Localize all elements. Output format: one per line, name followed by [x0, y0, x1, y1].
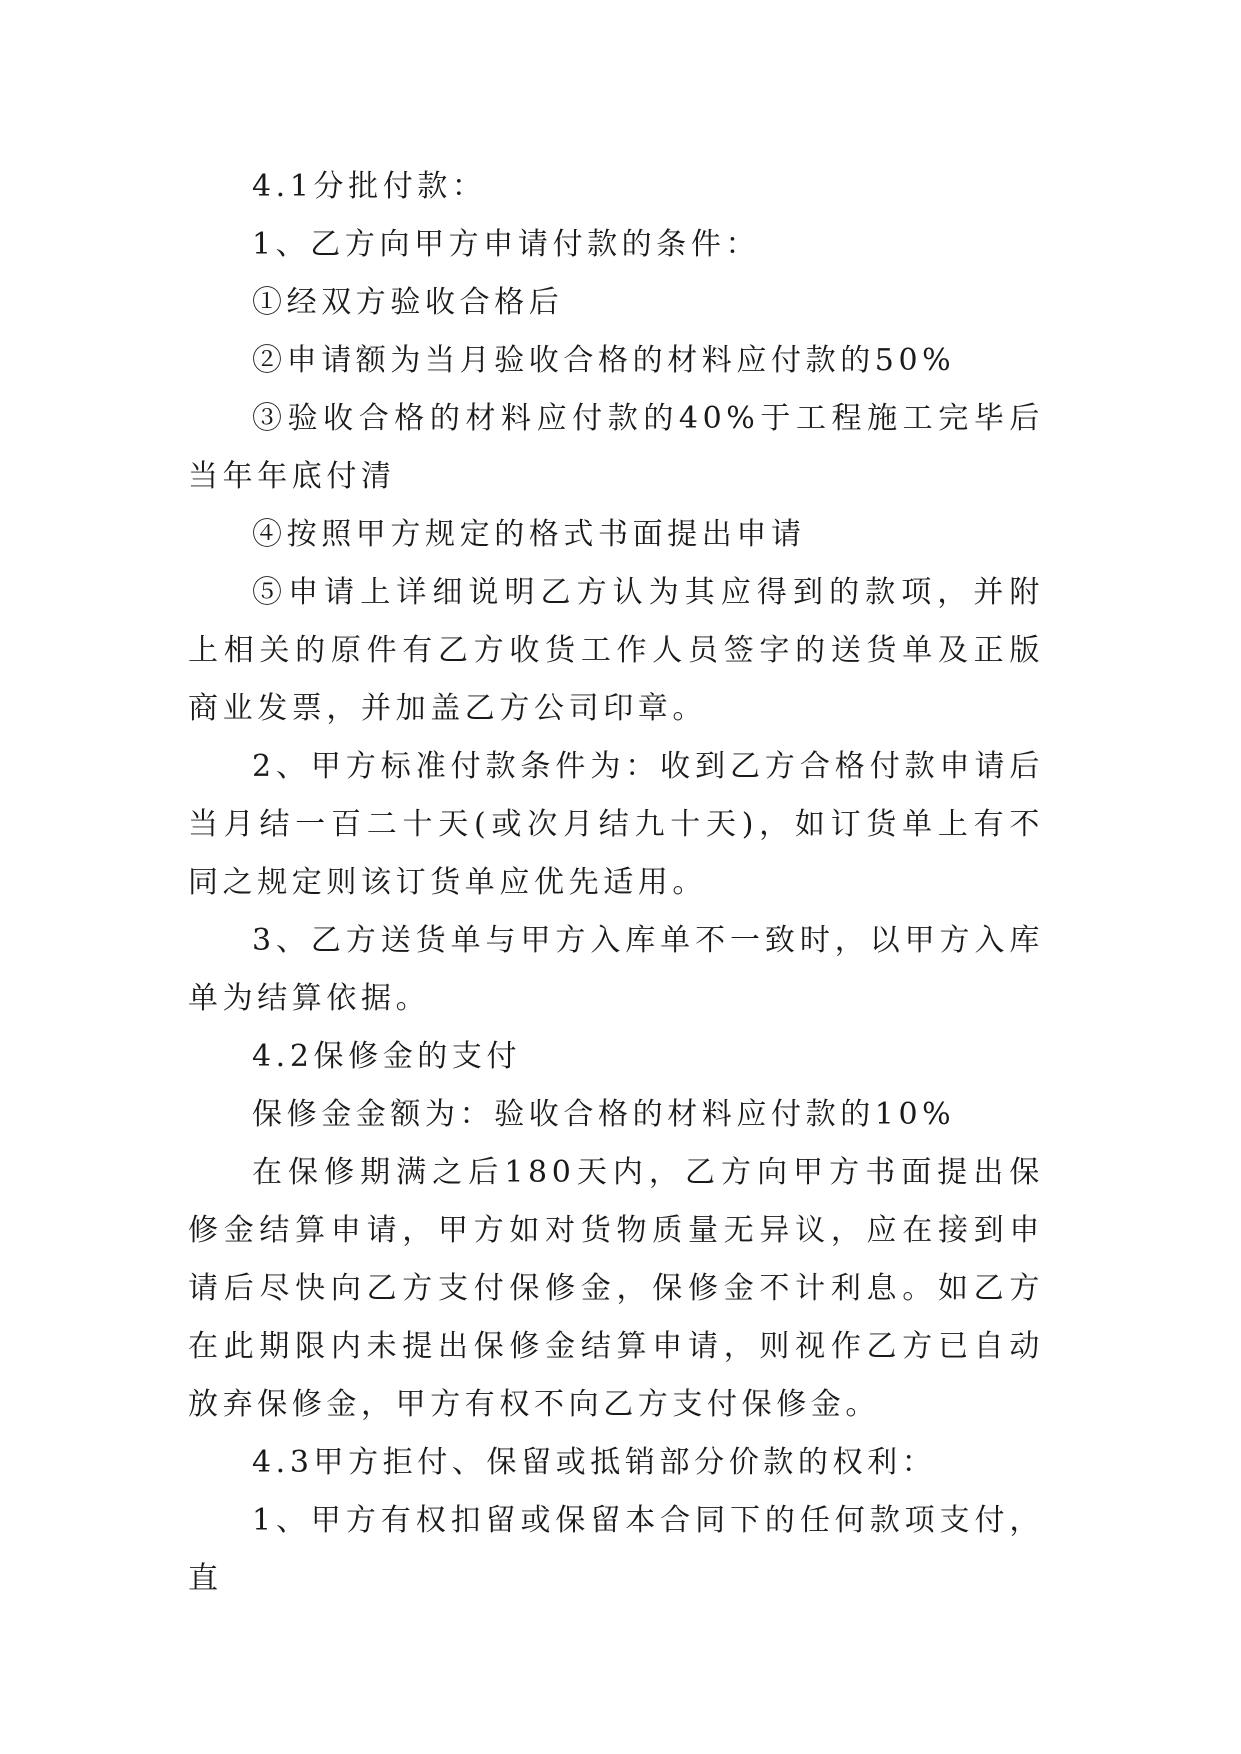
- paragraph-withholding-right: 1、甲方有权扣留或保留本合同下的任何款项支付，直: [188, 1503, 1044, 1596]
- paragraph-condition-1: ①经双方验收合格后: [252, 285, 564, 320]
- paragraph-condition-4: ④按照甲方规定的格式书面提出申请: [252, 517, 806, 552]
- paragraph-warranty-settlement: 在保修期满之后180天内，乙方向甲方书面提出保修金结算申请，甲方如对货物质量无异议，应在接到申请后尽快向乙方支付保修金，保修金不计利息。如乙方在此期限内未提出保修金结算申请，则视作乙方已自动放弃保修金，甲方有权不向乙方支付保修金。: [188, 1155, 1044, 1422]
- paragraph-4-3-heading: 4.3甲方拒付、保留或抵销部分价款的权利：: [252, 1445, 937, 1480]
- paragraph-warranty-amount: 保修金金额为：验收合格的材料应付款的10%: [252, 1097, 956, 1132]
- paragraph-payment-conditions: 1、乙方向甲方申请付款的条件：: [252, 227, 761, 262]
- paragraph-4-1-heading: 4.1分批付款：: [252, 169, 487, 204]
- paragraph-standard-terms: 2、甲方标准付款条件为：收到乙方合格付款申请后当月结一百二十天(或次月结九十天)，如订货单上有不同之规定则该订货单应优先适用。: [188, 749, 1044, 900]
- paragraph-settlement-basis: 3、乙方送货单与甲方入库单不一致时，以甲方入库单为结算依据。: [188, 923, 1044, 1016]
- paragraph-condition-2: ②申请额为当月验收合格的材料应付款的50%: [252, 343, 956, 378]
- paragraph-condition-5: ⑤申请上详细说明乙方认为其应得到的款项，并附上相关的原件有乙方收货工作人员签字的送货单及正版商业发票，并加盖乙方公司印章。: [188, 575, 1044, 726]
- paragraph-4-2-heading: 4.2保修金的支付: [252, 1039, 522, 1074]
- paragraph-condition-3: ③验收合格的材料应付款的40%于工程施工完毕后当年年底付清: [188, 401, 1044, 494]
- document-body: [188, 158, 1044, 1608]
